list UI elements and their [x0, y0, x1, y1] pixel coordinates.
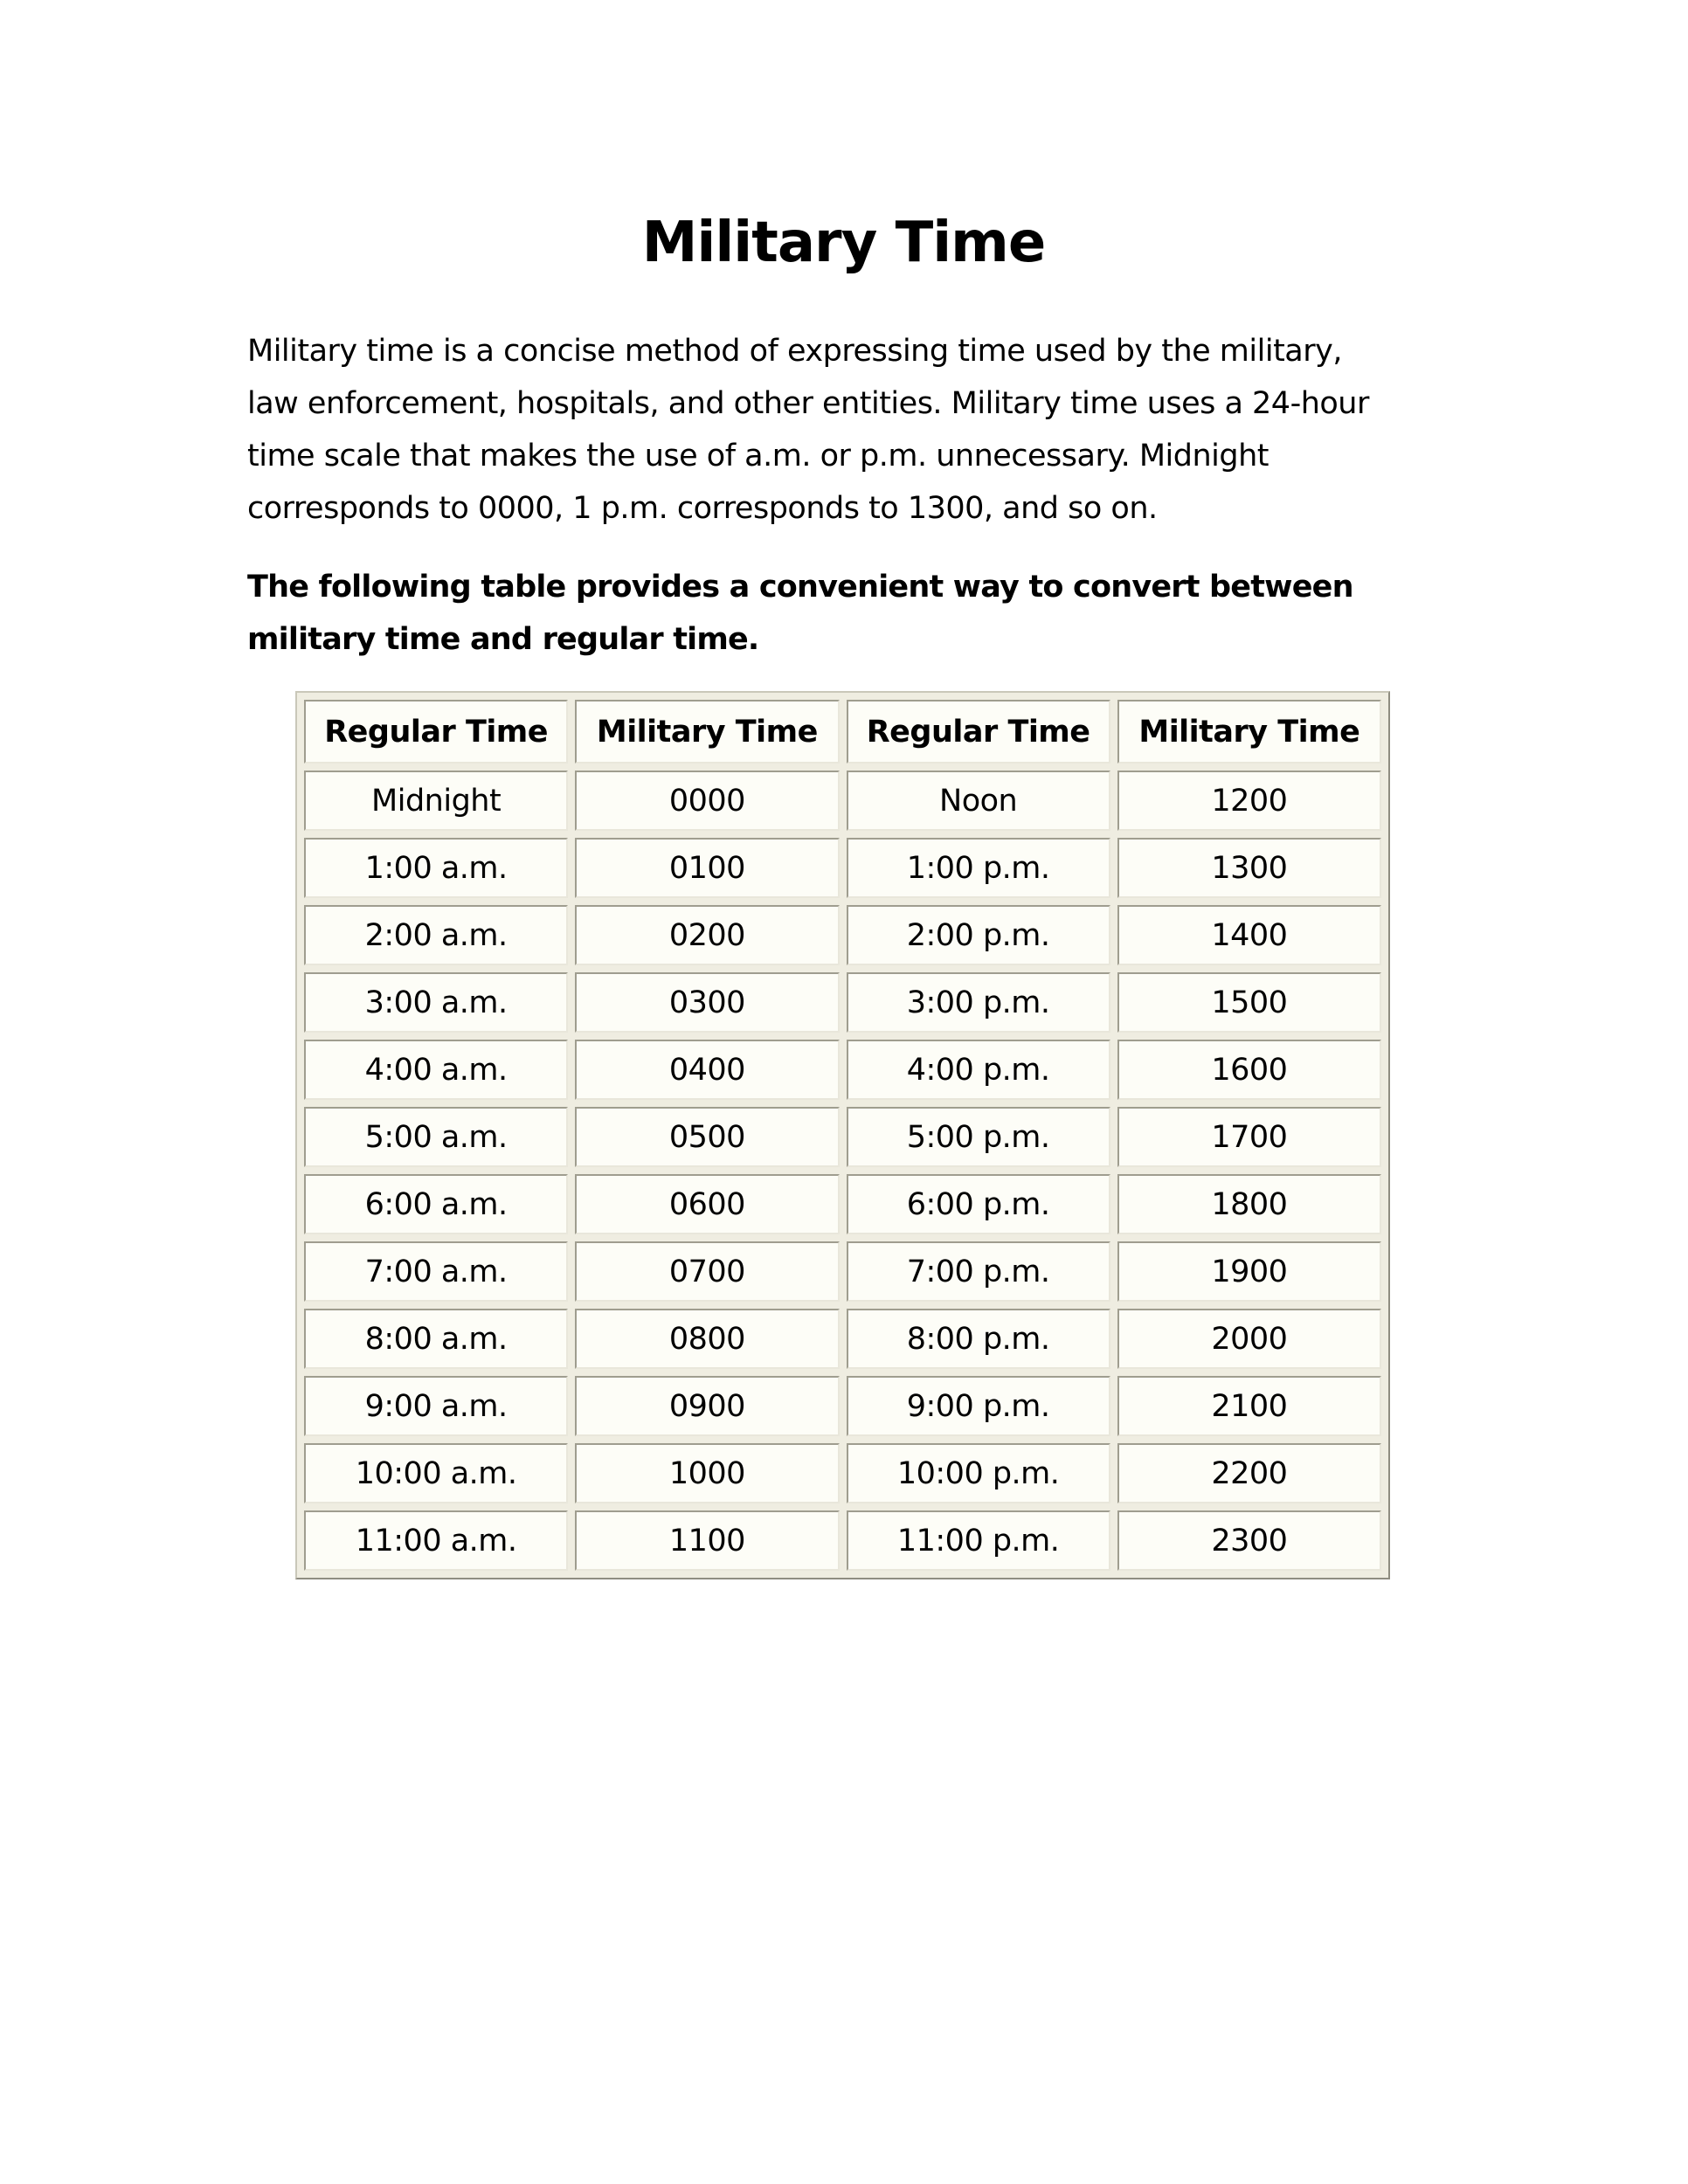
table-row — [304, 1443, 1381, 1503]
table-cell: 0800 — [575, 1309, 839, 1369]
table-row — [304, 972, 1381, 1033]
table-cell: 4:00 a.m. — [304, 1040, 568, 1100]
table-cell: 0300 — [575, 972, 839, 1033]
table-cell: Midnight — [304, 771, 568, 831]
table-cell: 0000 — [575, 771, 839, 831]
table-cell: 5:00 a.m. — [304, 1107, 568, 1167]
table-cell: 0900 — [575, 1376, 839, 1436]
table-cell: 1:00 p.m. — [847, 838, 1110, 898]
table-cell: 11:00 a.m. — [304, 1510, 568, 1571]
table-cell: 0200 — [575, 905, 839, 965]
table-row — [304, 1040, 1381, 1100]
table-row — [304, 1376, 1381, 1436]
table-cell: 2200 — [1117, 1443, 1381, 1503]
table-cell: 1900 — [1117, 1241, 1381, 1302]
table-row — [304, 1510, 1381, 1571]
table-header — [304, 700, 1381, 764]
conversion-table-body — [304, 771, 1381, 1571]
table-cell: 2000 — [1117, 1309, 1381, 1369]
table-cell: 2:00 a.m. — [304, 905, 568, 965]
table-cell: 3:00 p.m. — [847, 972, 1110, 1033]
table-cell: 9:00 a.m. — [304, 1376, 568, 1436]
table-cell: 6:00 a.m. — [304, 1174, 568, 1234]
table-cell: 3:00 a.m. — [304, 972, 568, 1033]
table-cell: 10:00 a.m. — [304, 1443, 568, 1503]
table-cell: 1100 — [575, 1510, 839, 1571]
table-cell: 11:00 p.m. — [847, 1510, 1110, 1571]
table-cell: 0500 — [575, 1107, 839, 1167]
table-cell: 7:00 p.m. — [847, 1241, 1110, 1302]
header-cell-military-time-2: Military Time — [1117, 700, 1381, 764]
table-cell: 1600 — [1117, 1040, 1381, 1100]
table-cell: 0600 — [575, 1174, 839, 1234]
table-cell: 1500 — [1117, 972, 1381, 1033]
table-cell: 8:00 a.m. — [304, 1309, 568, 1369]
table-cell: 8:00 p.m. — [847, 1309, 1110, 1369]
table-cell: 1:00 a.m. — [304, 838, 568, 898]
intro-line-1: Military time is a concise method of expressing time used by the military, — [247, 334, 1342, 369]
table-cell: 1200 — [1117, 771, 1381, 831]
table-cell: 9:00 p.m. — [847, 1376, 1110, 1436]
table-cell: 7:00 a.m. — [304, 1241, 568, 1302]
header-cell-regular-time-1: Regular Time — [304, 700, 568, 764]
table-cell: 1400 — [1117, 905, 1381, 965]
table-cell: 1300 — [1117, 838, 1381, 898]
table-intro-paragraph — [247, 561, 1488, 666]
table-row — [304, 1309, 1381, 1369]
header-cell-military-time-1: Military Time — [575, 700, 839, 764]
table-intro-line-2: military time and regular time. — [247, 622, 759, 657]
table-cell: 2100 — [1117, 1376, 1381, 1436]
table-row — [304, 1241, 1381, 1302]
table-cell: 4:00 p.m. — [847, 1040, 1110, 1100]
table-cell: 1800 — [1117, 1174, 1381, 1234]
table-cell: Noon — [847, 771, 1110, 831]
table-cell: 2:00 p.m. — [847, 905, 1110, 965]
table-cell: 0400 — [575, 1040, 839, 1100]
intro-line-2: law enforcement, hospitals, and other entities. Military time uses a 24-hour — [247, 386, 1369, 421]
table-cell: 1700 — [1117, 1107, 1381, 1167]
table-row — [304, 771, 1381, 831]
header-cell-regular-time-2: Regular Time — [847, 700, 1110, 764]
table-cell: 0700 — [575, 1241, 839, 1302]
intro-paragraph — [247, 325, 1488, 535]
table-cell: 0100 — [575, 838, 839, 898]
header-row — [304, 700, 1381, 764]
table-cell: 2300 — [1117, 1510, 1381, 1571]
table-cell: 5:00 p.m. — [847, 1107, 1110, 1167]
time-conversion-table — [295, 691, 1390, 1579]
intro-line-3: time scale that makes the use of a.m. or p.m. unnecessary. Midnight — [247, 439, 1269, 473]
table-row — [304, 1107, 1381, 1167]
table-cell: 6:00 p.m. — [847, 1174, 1110, 1234]
table-intro-line-1: The following table provides a convenient way to convert between — [247, 570, 1353, 605]
page-title: Military Time — [641, 211, 1046, 275]
table-row — [304, 838, 1381, 898]
table-row — [304, 905, 1381, 965]
intro-line-4: corresponds to 0000, 1 p.m. corresponds to 1300, and so on. — [247, 491, 1158, 526]
table-row — [304, 1174, 1381, 1234]
table-cell: 1000 — [575, 1443, 839, 1503]
table-cell: 10:00 p.m. — [847, 1443, 1110, 1503]
